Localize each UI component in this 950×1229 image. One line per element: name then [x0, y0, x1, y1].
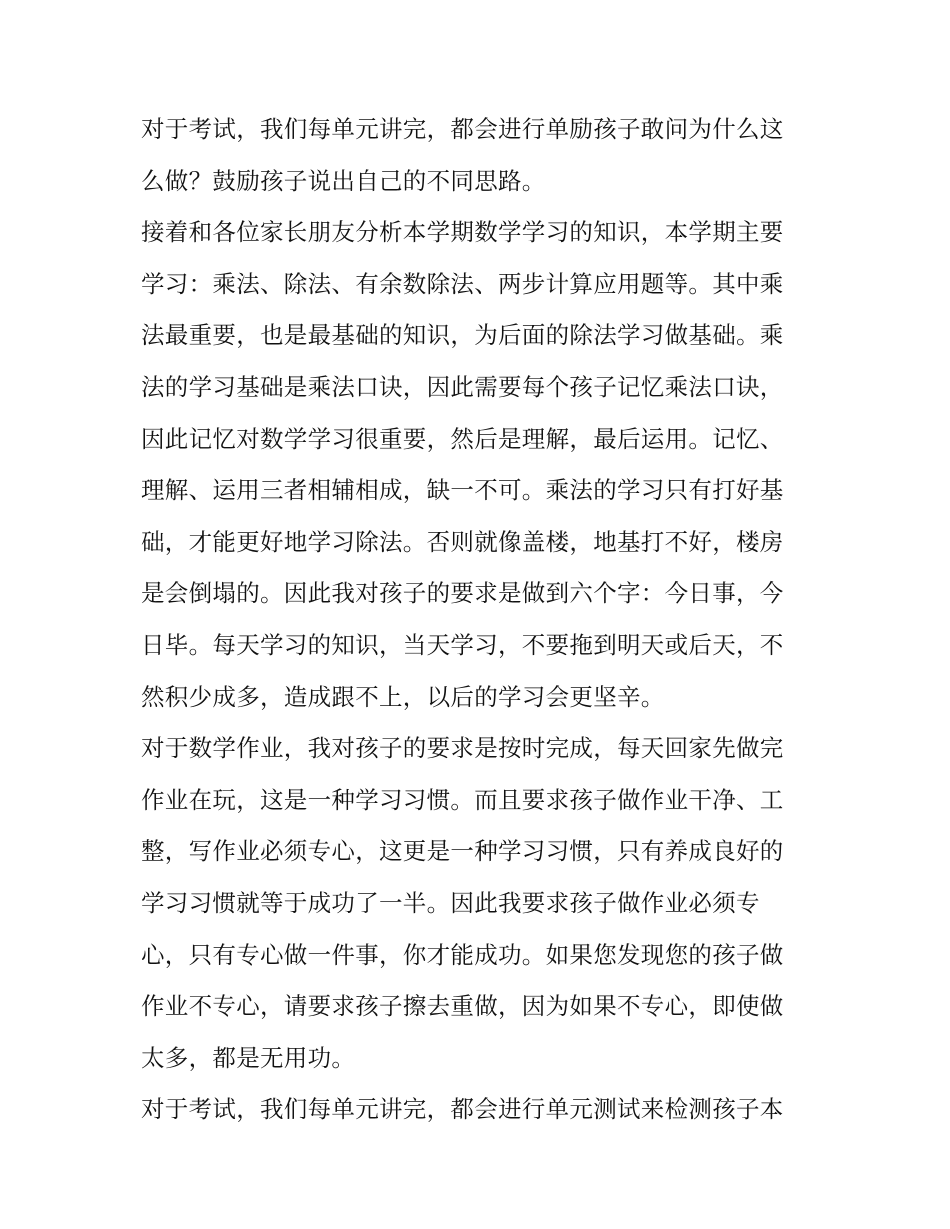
text-line: 理解、运用三者相辅相成，缺一不可。乘法的学习只有打好基 [141, 476, 784, 505]
text-line: 然积少成多，造成跟不上，以后的学习会更坚辛。 [141, 682, 665, 711]
text-line: 太多，都是无用功。 [141, 1043, 356, 1072]
document-body [141, 104, 813, 1136]
text-line: 接着和各位家长朋友分析本学期数学学习的知识，本学期主要 [141, 218, 784, 247]
text-line: 日毕。每天学习的知识，当天学习，不要拖到明天或后天，不 [141, 630, 784, 659]
text-line: 么做？鼓励孩子说出自己的不同思路。 [141, 166, 546, 195]
text-line: 学习习惯就等于成功了一半。因此我要求孩子做作业必须专 [141, 888, 760, 917]
text-line: 对于数学作业，我对孩子的要求是按时完成，每天回家先做完 [141, 734, 784, 763]
text-line: 对于考试，我们每单元讲完，都会进行单元测试来检测孩子本 [141, 1095, 784, 1124]
text-line: 作业不专心，请要求孩子擦去重做，因为如果不专心，即使做 [141, 992, 784, 1021]
text-line: 础，才能更好地学习除法。否则就像盖楼，地基打不好，楼房 [141, 527, 784, 556]
text-line: 对于考试，我们每单元讲完，都会进行单励孩子敢问为什么这 [141, 115, 784, 143]
text-line: 法的学习基础是乘法口诀，因此需要每个孩子记忆乘法口诀， [141, 372, 784, 401]
text-line: 作业在玩，这是一种学习习惯。而且要求孩子做作业干净、工 [141, 785, 784, 814]
text-line: 法最重要，也是最基础的知识，为后面的除法学习做基础。乘 [141, 321, 784, 350]
text-line: 是会倒塌的。因此我对孩子的要求是做到六个字：今日事，今 [141, 579, 784, 608]
text-line: 心，只有专心做一件事，你才能成功。如果您发现您的孩子做 [141, 940, 784, 969]
text-line: 整，写作业必须专心，这更是一种学习习惯，只有养成良好的 [141, 837, 784, 866]
text-line: 学习：乘法、除法、有余数除法、两步计算应用题等。其中乘 [141, 269, 784, 298]
text-line: 因此记忆对数学学习很重要，然后是理解，最后运用。记忆、 [141, 424, 784, 453]
